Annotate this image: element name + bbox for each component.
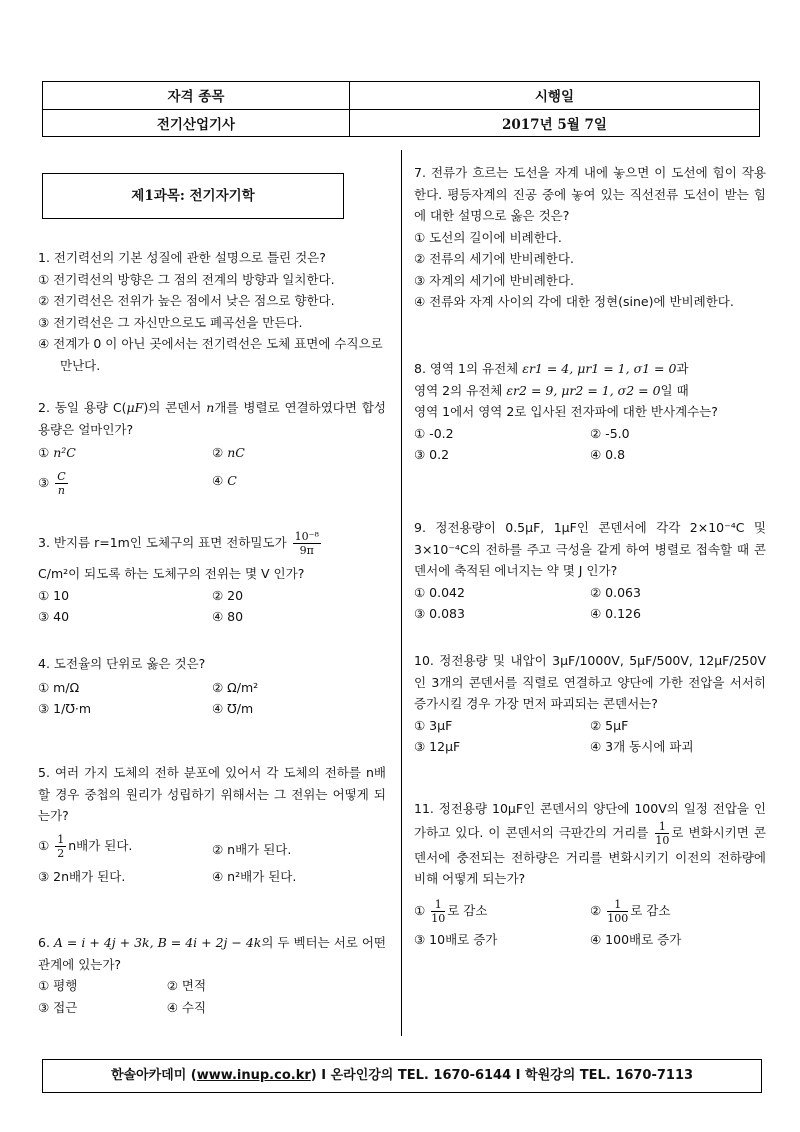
- question-1-text: 1. 전기력선의 기본 성질에 관한 설명으로 틀린 것은?: [38, 250, 326, 265]
- question-3-text-line-1: 3. 반지름 r=1m인 도체구의 표면 전하밀도가 $\frac{\text{10⁻⁸}}{9\pi}$: [38, 530, 319, 557]
- question-3-option-1: ① 10: [38, 587, 70, 603]
- question-4-option-4: ④ ℧/m: [212, 701, 254, 716]
- question-6-option-1: ① 평행: [38, 978, 78, 993]
- question-3-option-4: ④ 80: [212, 609, 244, 624]
- question-11-option-4: ④ 100배로 증가: [590, 931, 682, 947]
- question-10-option-4: ④ 3개 동시에 파괴: [590, 739, 694, 754]
- question-5-option-2: ② n배가 된다.: [212, 841, 292, 857]
- question-7-option-4: ④ 전류와 자계 사이의 각에 대한 정현(sine)에 반비례한다.: [414, 294, 734, 309]
- question-7-option-1: ① 도선의 길이에 비례한다.: [414, 229, 562, 245]
- question-11: [414, 798, 766, 950]
- question-9-option-3: ③ 0.083: [414, 606, 465, 621]
- question-5-option-4: ④ n²배가 된다.: [212, 869, 297, 884]
- question-5-option-3: ③ 2n배가 된다.: [38, 869, 126, 884]
- exam-type-value: 전기산업기사: [43, 109, 350, 137]
- question-2-option-2: ② nC: [212, 445, 245, 460]
- question-1-option-2: ② 전기력선은 전위가 높은 점에서 낮은 점으로 향한다.: [38, 293, 335, 308]
- question-8-option-3: ③ 0.2: [414, 447, 450, 462]
- question-3-text-line-2: C/m²이 되도록 하는 도체구의 전위는 몇 V 인가?: [38, 566, 305, 581]
- question-10-text: 10. 정전용량 및 내압이 3μF/1000V, 5μF/500V, 12μF/250V인 3개의 콘덴서를 직렬로 연결하고 양단에 가한 전압을 서서히 증가시킬 경우 가장 먼저 파괴되는 콘덴서는?: [414, 653, 766, 711]
- question-11-option-3: ③ 10배로 증가: [414, 931, 498, 947]
- question-10-option-1: ① 3μF: [414, 717, 453, 733]
- question-8: [414, 358, 766, 466]
- question-8-line-1: 8. 영역 1의 유전체 εr1 = 4, μr1 = 1, σ1 = 0과: [414, 361, 689, 376]
- question-9-option-1: ① 0.042: [414, 584, 465, 600]
- question-8-line-2: 영역 2의 유전체 εr2 = 9, μr2 = 1, σ2 = 0일 때: [414, 382, 689, 398]
- question-2-option-1: ① n²C: [38, 445, 76, 460]
- question-11-text: 11. 정전용량 10μF인 콘덴서의 양단에 100V의 일정 전압을 인가하고 있다. 이 콘덴서의 극판간의 거리를 $\frac{1}{10}$ 로 변화시키면 콘덴서에 충전되는 전하량은 거리를 변화시키기 이전의 전하량에 비해 어떻게 되는가?: [414, 801, 766, 886]
- question-1: [38, 247, 386, 376]
- question-6-option-4: ④ 수직: [166, 999, 207, 1015]
- question-1-option-4: ④ 전계가 0 이 아닌 곳에서는 전기력선은 도체 표면에 수직으로 만난다.: [38, 336, 383, 373]
- question-5-option-1: ① $\frac{1}{2}$ n배가 된다.: [38, 832, 133, 860]
- question-11-option-2: ② $\frac{1}{100}$ 로 감소: [590, 897, 671, 925]
- question-9: [414, 517, 766, 625]
- question-2: [38, 397, 386, 497]
- question-11-option-1: ① $\frac{1}{10}$ 로 감소: [414, 897, 488, 925]
- question-2-option-4: ④ C: [212, 472, 237, 488]
- question-8-option-4: ④ 0.8: [590, 447, 626, 462]
- question-2-text: 2. 동일 용량 C(μF)의 콘덴서 n개를 병렬로 연결하였다면 합성용량은 얼마인가?: [38, 400, 386, 437]
- question-3-option-3: ③ 40: [38, 609, 70, 624]
- exam-date-value: 2017년 5월 7일: [349, 109, 759, 137]
- column-divider: [401, 150, 402, 1036]
- question-7-option-3: ③ 자계의 세기에 반비례한다.: [414, 272, 574, 288]
- question-4: [38, 653, 386, 720]
- subject-title: 제1과목: 전기자기학: [42, 173, 344, 219]
- question-10: [414, 650, 766, 758]
- question-4-option-2: ② Ω/m²: [212, 679, 259, 695]
- question-9-text: 9. 정전용량이 0.5μF, 1μF인 콘덴서에 각각 2×10⁻⁴C 및 3×10⁻⁴C의 전하를 주고 극성을 같게 하여 병렬로 접속할 때 콘덴서에 축적된 에너지는 약 몇 J 인가?: [414, 520, 766, 578]
- question-5: [38, 762, 386, 888]
- question-3: [38, 530, 386, 628]
- question-3-option-2: ② 20: [212, 587, 244, 603]
- question-4-option-1: ① m/Ω: [38, 679, 80, 695]
- question-8-option-1: ① -0.2: [414, 425, 454, 441]
- question-1-option-1: ① 전기력선의 방향은 그 점의 전계의 방향과 일치한다.: [38, 271, 335, 287]
- question-7-option-2: ② 전류의 세기에 반비례한다.: [414, 251, 574, 266]
- question-4-text: 4. 도전율의 단위로 옳은 것은?: [38, 656, 206, 671]
- question-10-option-3: ③ 12μF: [414, 739, 461, 754]
- question-4-option-3: ③ 1/℧·m: [38, 701, 92, 716]
- question-9-option-4: ④ 0.126: [590, 606, 641, 621]
- question-6-option-3: ③ 접근: [38, 999, 78, 1015]
- question-5-text: 5. 여러 가지 도체의 전하 분포에 있어서 각 도체의 전하를 n배할 경우 중첩의 원리가 성립하기 위해서는 그 전위는 어떻게 되는가?: [38, 765, 386, 823]
- question-6-text: 6. A = i + 4j + 3k, B = 4i + 2j − 4k의 두 벡터는 서로 어떤 관계에 있는가?: [38, 935, 386, 972]
- question-7-text: 7. 전류가 흐르는 도선을 자계 내에 놓으면 이 도선에 힘이 작용한다. 평등자계의 진공 중에 놓여 있는 직선전류 도선이 받는 힘에 대한 설명으로 옳은 것은?: [414, 165, 766, 223]
- exam-type-header: 자격 종목: [43, 82, 350, 110]
- exam-info-table: [42, 81, 760, 137]
- question-8-option-2: ② -5.0: [590, 425, 630, 441]
- question-10-option-2: ② 5μF: [590, 717, 629, 733]
- question-9-option-2: ② 0.063: [590, 584, 641, 600]
- website-link[interactable]: www.inup.co.kr: [196, 1068, 311, 1083]
- question-2-option-3: ③ $\frac{C}{n}$: [38, 469, 66, 497]
- question-8-line-3: 영역 1에서 영역 2로 입사된 전자파에 대한 반사계수는?: [414, 404, 718, 419]
- exam-date-header: 시행일: [349, 82, 759, 110]
- question-7: [414, 162, 766, 313]
- question-6: [38, 932, 386, 1018]
- question-1-option-3: ③ 전기력선은 그 자신만으로도 폐곡선을 만든다.: [38, 314, 303, 330]
- question-6-option-2: ② 면적: [166, 978, 207, 993]
- footer-contact: 한솔아카데미 (www.inup.co.kr) I 온라인강의 TEL. 1670-6144 I 학원강의 TEL. 1670-7113: [42, 1059, 762, 1093]
